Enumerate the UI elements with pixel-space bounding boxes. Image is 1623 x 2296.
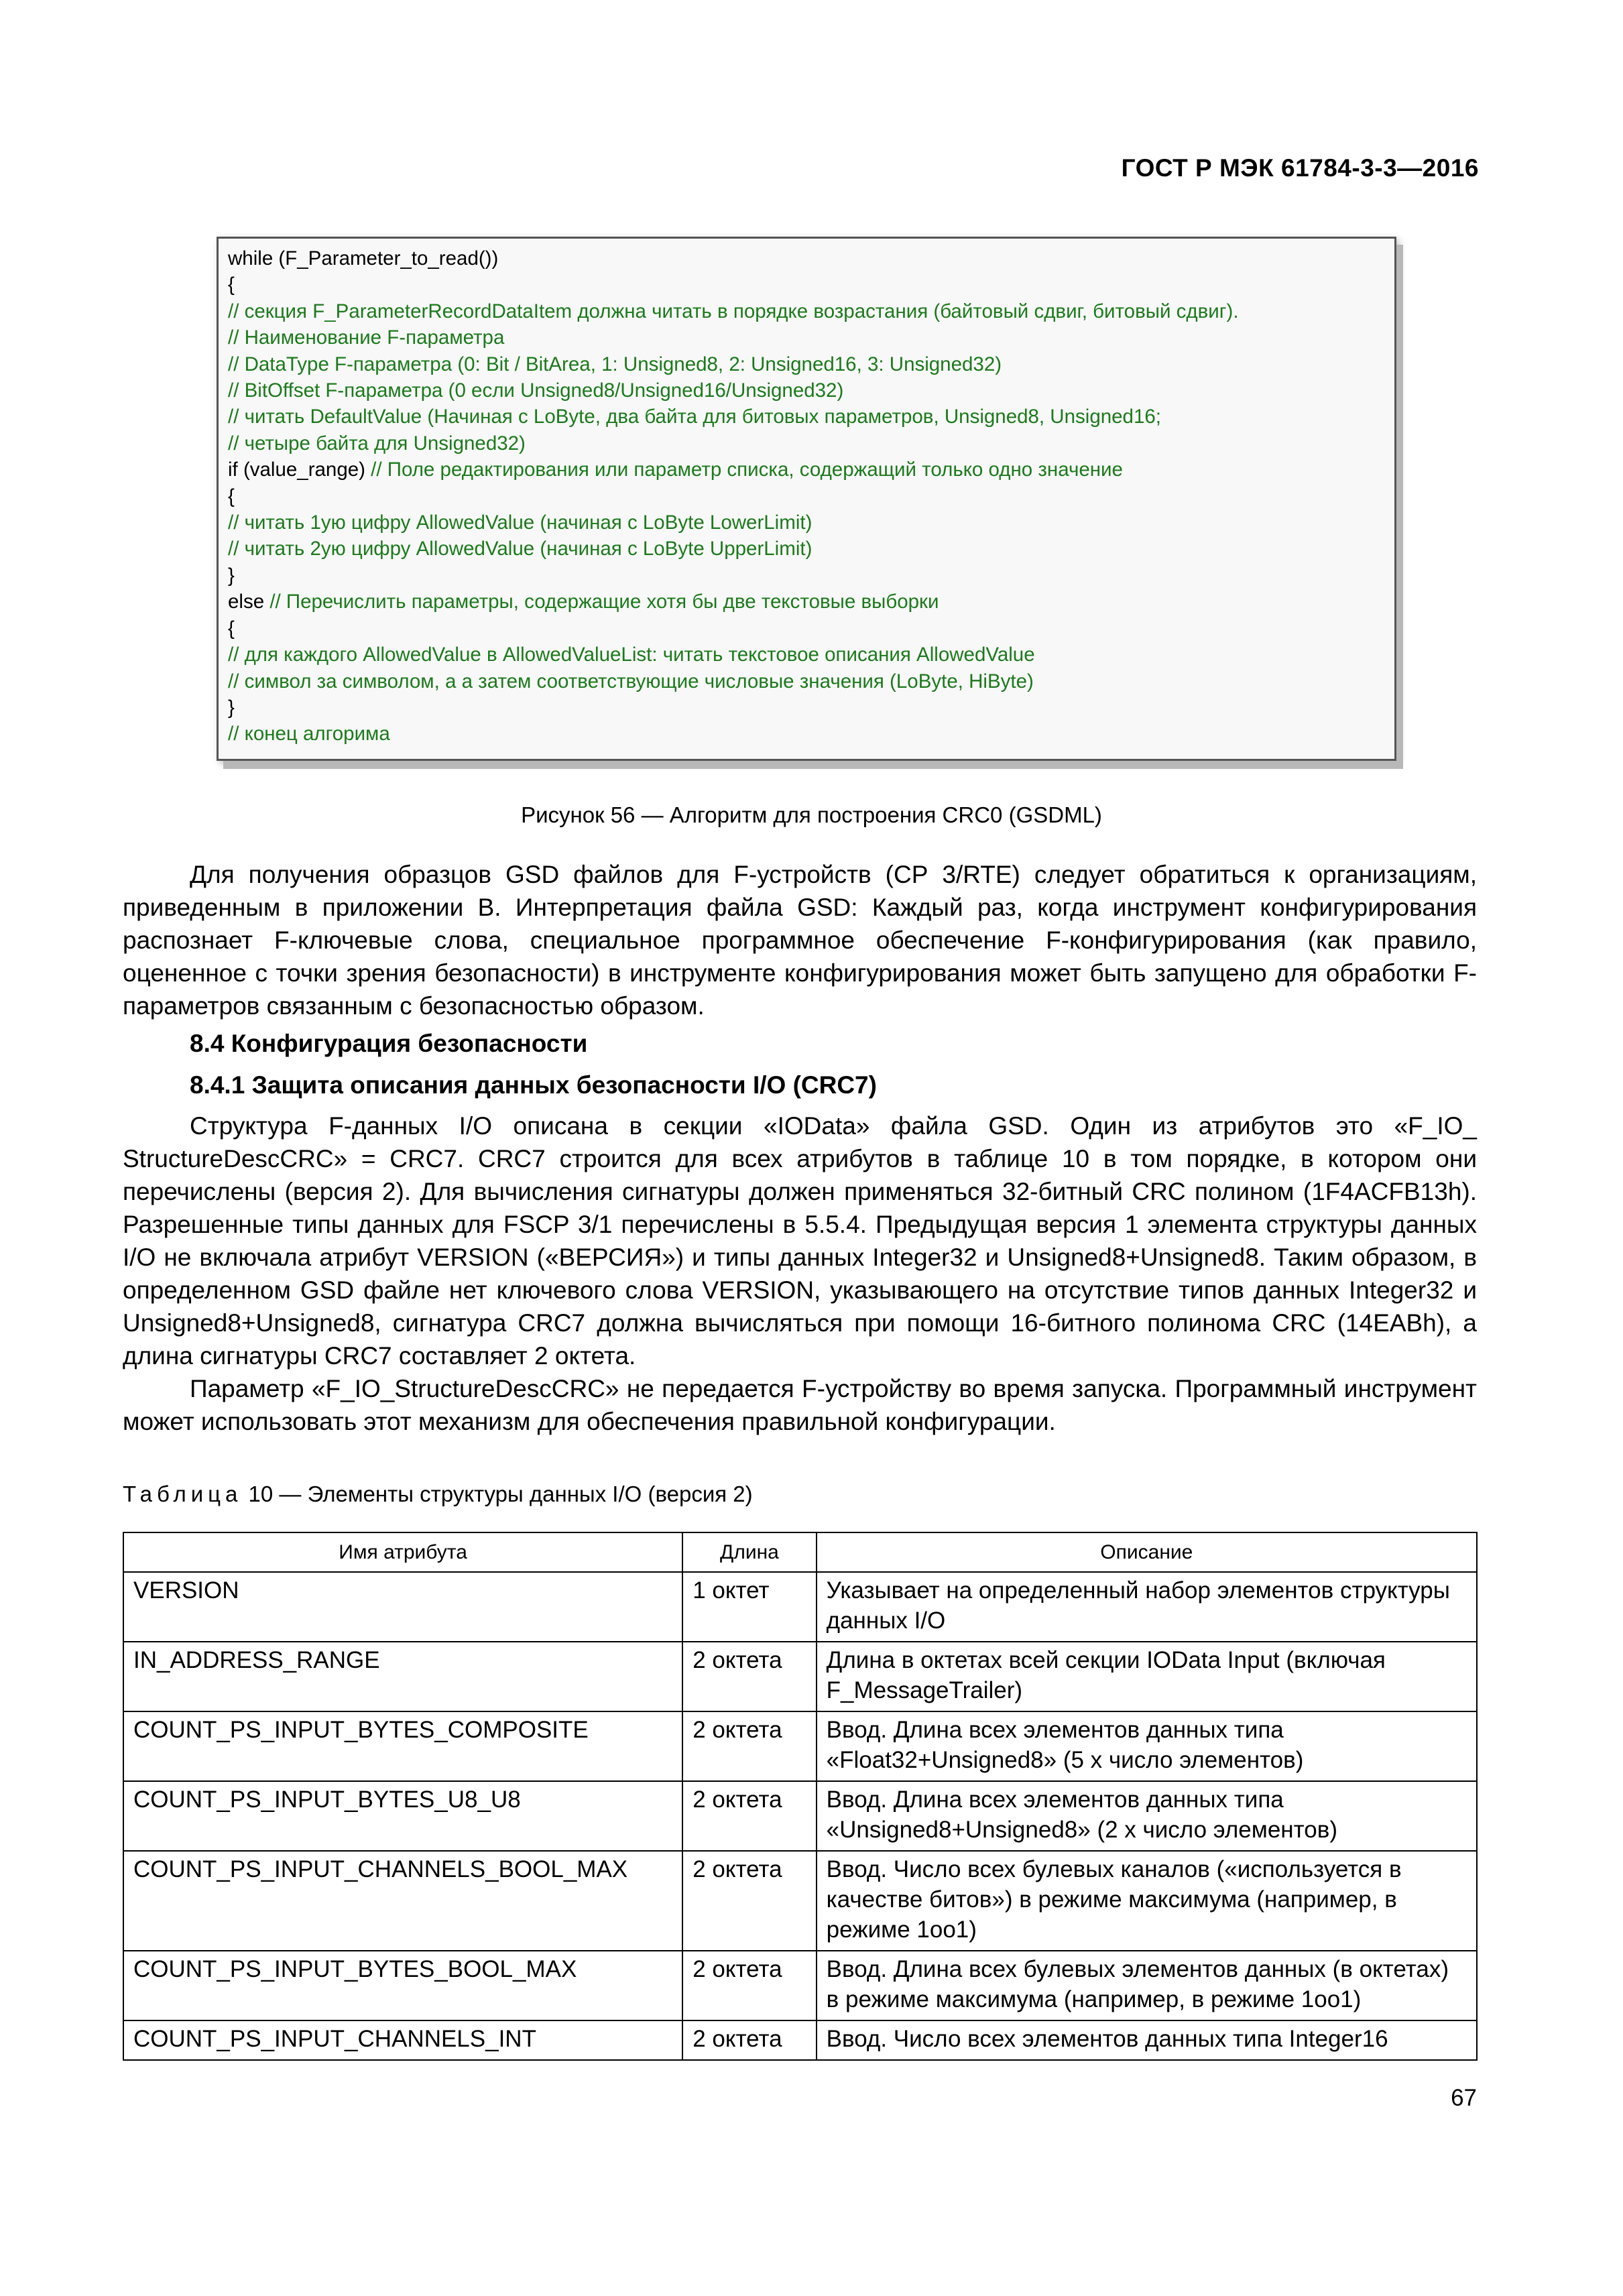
cell-attribute-name: COUNT_PS_INPUT_BYTES_COMPOSITE — [123, 1711, 682, 1781]
code-line: // читать 1ую цифру AllowedValue (начиная с LoByte LowerLimit) — [228, 511, 813, 534]
paragraph-gsd-files: Для получения образцов GSD файлов для F-устройств (СР 3/RTE) следует обратиться к организациям, приведенным в приложении В. Интерпретация файла GSD: Каждый раз, когда инструмент конфигурирования распознает F-ключевые слова, специальное программное обеспечение F-конфигурирования (как правило, оцененное с точки зрения безопасности) в инструменте конфигурирования может быть запущено для обработки F-параметров связанным с безопасностью образом. — [123, 861, 1477, 1020]
table-row — [123, 2020, 1477, 2060]
body-text — [123, 858, 1477, 1438]
table-row — [123, 1951, 1477, 2020]
header-attribute-name: Имя атрибута — [123, 1532, 682, 1572]
cell-description: Ввод. Длина всех элементов данных типа «Unsigned8+Unsigned8» (2 x число элементов) — [817, 1781, 1477, 1851]
figure-caption: Рисунок 56 — Алгоритм для построения CRC0 (GSDML) — [521, 802, 1102, 827]
cell-description: Указывает на определенный набор элементов структуры данных I/O — [817, 1572, 1477, 1642]
paragraph-crc-parameter: Параметр «F_IO_StructureDescCRC» не передается F-устройству во время запуска. Программный инструмент может использовать этот механизм для обеспечения правильной конфигурации. — [123, 1375, 1477, 1435]
cell-attribute-name: COUNT_PS_INPUT_BYTES_U8_U8 — [123, 1781, 682, 1851]
table-row — [123, 1572, 1477, 1642]
table-row — [123, 1781, 1477, 1851]
table-row — [123, 1642, 1477, 1711]
cell-length: 2 октета — [682, 1951, 816, 2020]
cell-description: Ввод. Длина всех булевых элементов данных (в октетах) в режиме максимума (например, в режиме 1oo1) — [817, 1951, 1477, 2020]
header-length: Длина — [682, 1532, 816, 1572]
cell-length: 2 октета — [682, 1642, 816, 1711]
document-header: ГОСТ Р МЭК 61784-3-3—2016 — [1121, 154, 1479, 182]
code-line: // четыре байта для Unsigned32) — [228, 432, 526, 455]
code-line: // символ за символом, а а затем соответствующие числовые значения (LoByte, HiByte) — [228, 670, 1034, 692]
code-line: while (F_Parameter_to_read()) — [228, 247, 499, 269]
code-line: { — [228, 617, 235, 640]
code-line: // читать DefaultValue (Начиная с LoByte, два байта для битовых параметров, Unsigned8, Unsigned16; — [228, 406, 1161, 428]
cell-length: 1 октет — [682, 1572, 816, 1642]
cell-length: 2 октета — [682, 2020, 816, 2060]
cell-description: Ввод. Длина всех элементов данных типа «Float32+Unsigned8» (5 x число элементов) — [817, 1711, 1477, 1781]
cell-attribute-name: COUNT_PS_INPUT_CHANNELS_BOOL_MAX — [123, 1851, 682, 1951]
paragraph-io-structure: Структура F-данных I/O описана в секции «IOData» файла GSD. Один из атрибутов это «F_IO_ StructureDescCRC» = CRC7. CRC7 строится для всех атрибутов в таблице 10 в том порядке, в котором они перечислены (версия 2). Для вычисления сигнатуры должен применяться 32-битный CRC полином (1F4ACFB13h). Разрешенные типы данных для FSCP 3/1 перечислены в 5.5.4. Предыдущая версия 1 элемента структуры данных I/O не включала атрибут VERSION («ВЕРСИЯ») и типы данных Integer32 и Unsigned8+Unsigned8. Таким образом, в определенном GSD файле нет ключевого слова VERSION, указывающего на отсутствие типов данных Integer32 и Unsigned8+Unsigned8, сигнатура CRC7 должна вычисляться при помощи 16-битного полинома CRC (14EABh), а длина сигнатуры CRC7 составляет 2 октета. — [123, 1112, 1477, 1370]
code-listing — [217, 237, 1396, 761]
code-line: // Наименование F-параметра — [228, 326, 505, 349]
page-number: 67 — [1451, 2085, 1477, 2111]
cell-description: Ввод. Число всех булевых каналов («используется в качестве битов») в режиме максимума (например, в режиме 1oo1) — [817, 1851, 1477, 1951]
cell-length: 2 октета — [682, 1781, 816, 1851]
code-line: else // Перечислить параметры, содержащие хотя бы две текстовые выборки — [228, 591, 939, 613]
table-caption-text: 10 — Элементы структуры данных I/O (версия 2) — [242, 1482, 753, 1506]
table-caption — [123, 1482, 753, 1507]
code-line: } — [228, 564, 235, 587]
code-line: // DataType F-параметра (0: Bit / BitArea, 1: Unsigned8, 2: Unsigned16, 3: Unsigned32) — [228, 353, 1002, 375]
table-header-row — [123, 1532, 1477, 1572]
code-line: { — [228, 485, 235, 507]
attributes-table — [123, 1532, 1478, 2061]
code-line: { — [228, 274, 235, 296]
code-line: // читать 2ую цифру AllowedValue (начиная с LoByte UpperLimit) — [228, 538, 813, 560]
cell-attribute-name: VERSION — [123, 1572, 682, 1642]
cell-attribute-name: COUNT_PS_INPUT_CHANNELS_INT — [123, 2020, 682, 2060]
code-inline-comment: // Перечислить параметры, содержащие хотя бы две текстовые выборки — [269, 591, 939, 613]
table-caption-label: Таблица — [123, 1482, 243, 1506]
code-line: } — [228, 696, 235, 719]
table-row — [123, 1851, 1477, 1951]
cell-attribute-name: COUNT_PS_INPUT_BYTES_BOOL_MAX — [123, 1951, 682, 2020]
code-line: if (value_range) // Поле редактирования или параметр списка, содержащий только одно значение — [228, 459, 1123, 481]
header-description: Описание — [817, 1532, 1477, 1572]
cell-description: Длина в октетах всей секции IOData Input (включая F_MessageTrailer) — [817, 1642, 1477, 1711]
code-line: // для каждого AllowedValue в AllowedValueList: читать текстовое описания AllowedValue — [228, 644, 1035, 666]
code-line: // конец алгорима — [228, 723, 390, 745]
code-inline-comment: // Поле редактирования или параметр списка, содержащий только одно значение — [371, 459, 1123, 481]
cell-length: 2 октета — [682, 1851, 816, 1951]
code-line: // BitOffset F-параметра (0 если Unsigned8/Unsigned16/Unsigned32) — [228, 379, 844, 402]
cell-attribute-name: IN_ADDRESS_RANGE — [123, 1642, 682, 1711]
cell-description: Ввод. Число всех элементов данных типа Integer16 — [817, 2020, 1477, 2060]
heading-8-4-1: 8.4.1 Защита описания данных безопасности I/O (CRC7) — [190, 1071, 877, 1099]
table-row — [123, 1711, 1477, 1781]
heading-8-4: 8.4 Конфигурация безопасности — [190, 1030, 588, 1057]
cell-length: 2 октета — [682, 1711, 816, 1781]
code-line: // секция F_ParameterRecordDataItem должна читать в порядке возрастания (байтовый сдвиг, битовый сдвиг). — [228, 300, 1239, 322]
